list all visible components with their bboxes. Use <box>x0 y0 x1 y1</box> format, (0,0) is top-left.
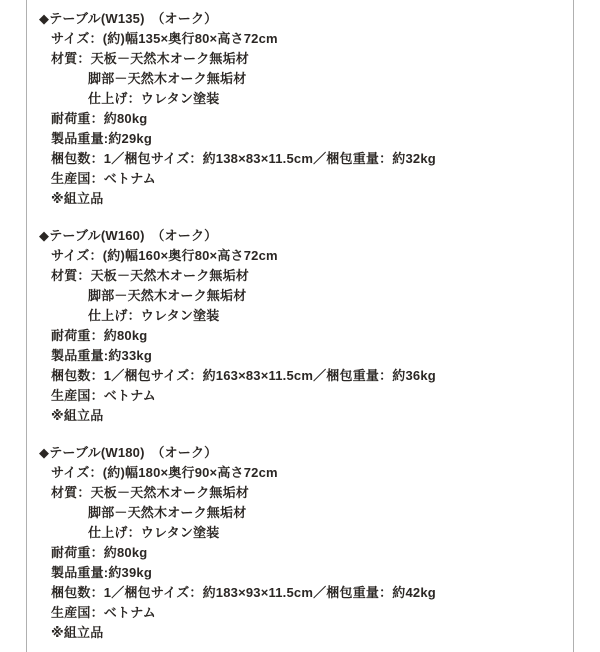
finish-line: 仕上げ：ウレタン塗装 <box>88 525 220 540</box>
material-leg-line: 脚部－天然木オーク無垢材 <box>88 505 247 520</box>
load-capacity-line: 耐荷重：約80kg <box>51 111 148 126</box>
spec-sheet <box>26 0 574 652</box>
product-title: ◆テーブル(W180) （オーク） <box>39 445 218 460</box>
load-capacity-line: 耐荷重：約80kg <box>51 545 148 560</box>
product-spec-block-w135 <box>27 9 573 209</box>
material-leg-line: 脚部－天然木オーク無垢材 <box>88 71 247 86</box>
packaging-line: 梱包数：1／梱包サイズ：約163×83×11.5cm／梱包重量：約36kg <box>51 368 436 383</box>
country-line: 生産国：ベトナム <box>51 605 156 620</box>
product-spec-block-w160 <box>27 226 573 426</box>
finish-line: 仕上げ：ウレタン塗装 <box>88 91 220 106</box>
product-weight-line: 製品重量:約39kg <box>51 565 152 580</box>
product-title: ◆テーブル(W160) （オーク） <box>39 228 218 243</box>
product-spec-block-w180 <box>27 443 573 643</box>
size-line: サイズ：(約)幅160×奥行80×高さ72cm <box>51 248 278 263</box>
product-title: ◆テーブル(W135) （オーク） <box>39 11 218 26</box>
country-line: 生産国：ベトナム <box>51 171 156 186</box>
assembly-note-line: ※組立品 <box>51 191 104 206</box>
material-leg-line: 脚部－天然木オーク無垢材 <box>88 288 247 303</box>
packaging-line: 梱包数：1／梱包サイズ：約183×93×11.5cm／梱包重量：約42kg <box>51 585 436 600</box>
country-line: 生産国：ベトナム <box>51 388 156 403</box>
assembly-note-line: ※組立品 <box>51 408 104 423</box>
material-top-line: 材質：天板－天然木オーク無垢材 <box>51 485 250 500</box>
packaging-line: 梱包数：1／梱包サイズ：約138×83×11.5cm／梱包重量：約32kg <box>51 151 436 166</box>
load-capacity-line: 耐荷重：約80kg <box>51 328 148 343</box>
finish-line: 仕上げ：ウレタン塗装 <box>88 308 220 323</box>
size-line: サイズ：(約)幅180×奥行90×高さ72cm <box>51 465 278 480</box>
product-weight-line: 製品重量:約33kg <box>51 348 152 363</box>
product-weight-line: 製品重量:約29kg <box>51 131 152 146</box>
size-line: サイズ：(約)幅135×奥行80×高さ72cm <box>51 31 278 46</box>
material-top-line: 材質：天板－天然木オーク無垢材 <box>51 268 250 283</box>
assembly-note-line: ※組立品 <box>51 625 104 640</box>
material-top-line: 材質：天板－天然木オーク無垢材 <box>51 51 250 66</box>
